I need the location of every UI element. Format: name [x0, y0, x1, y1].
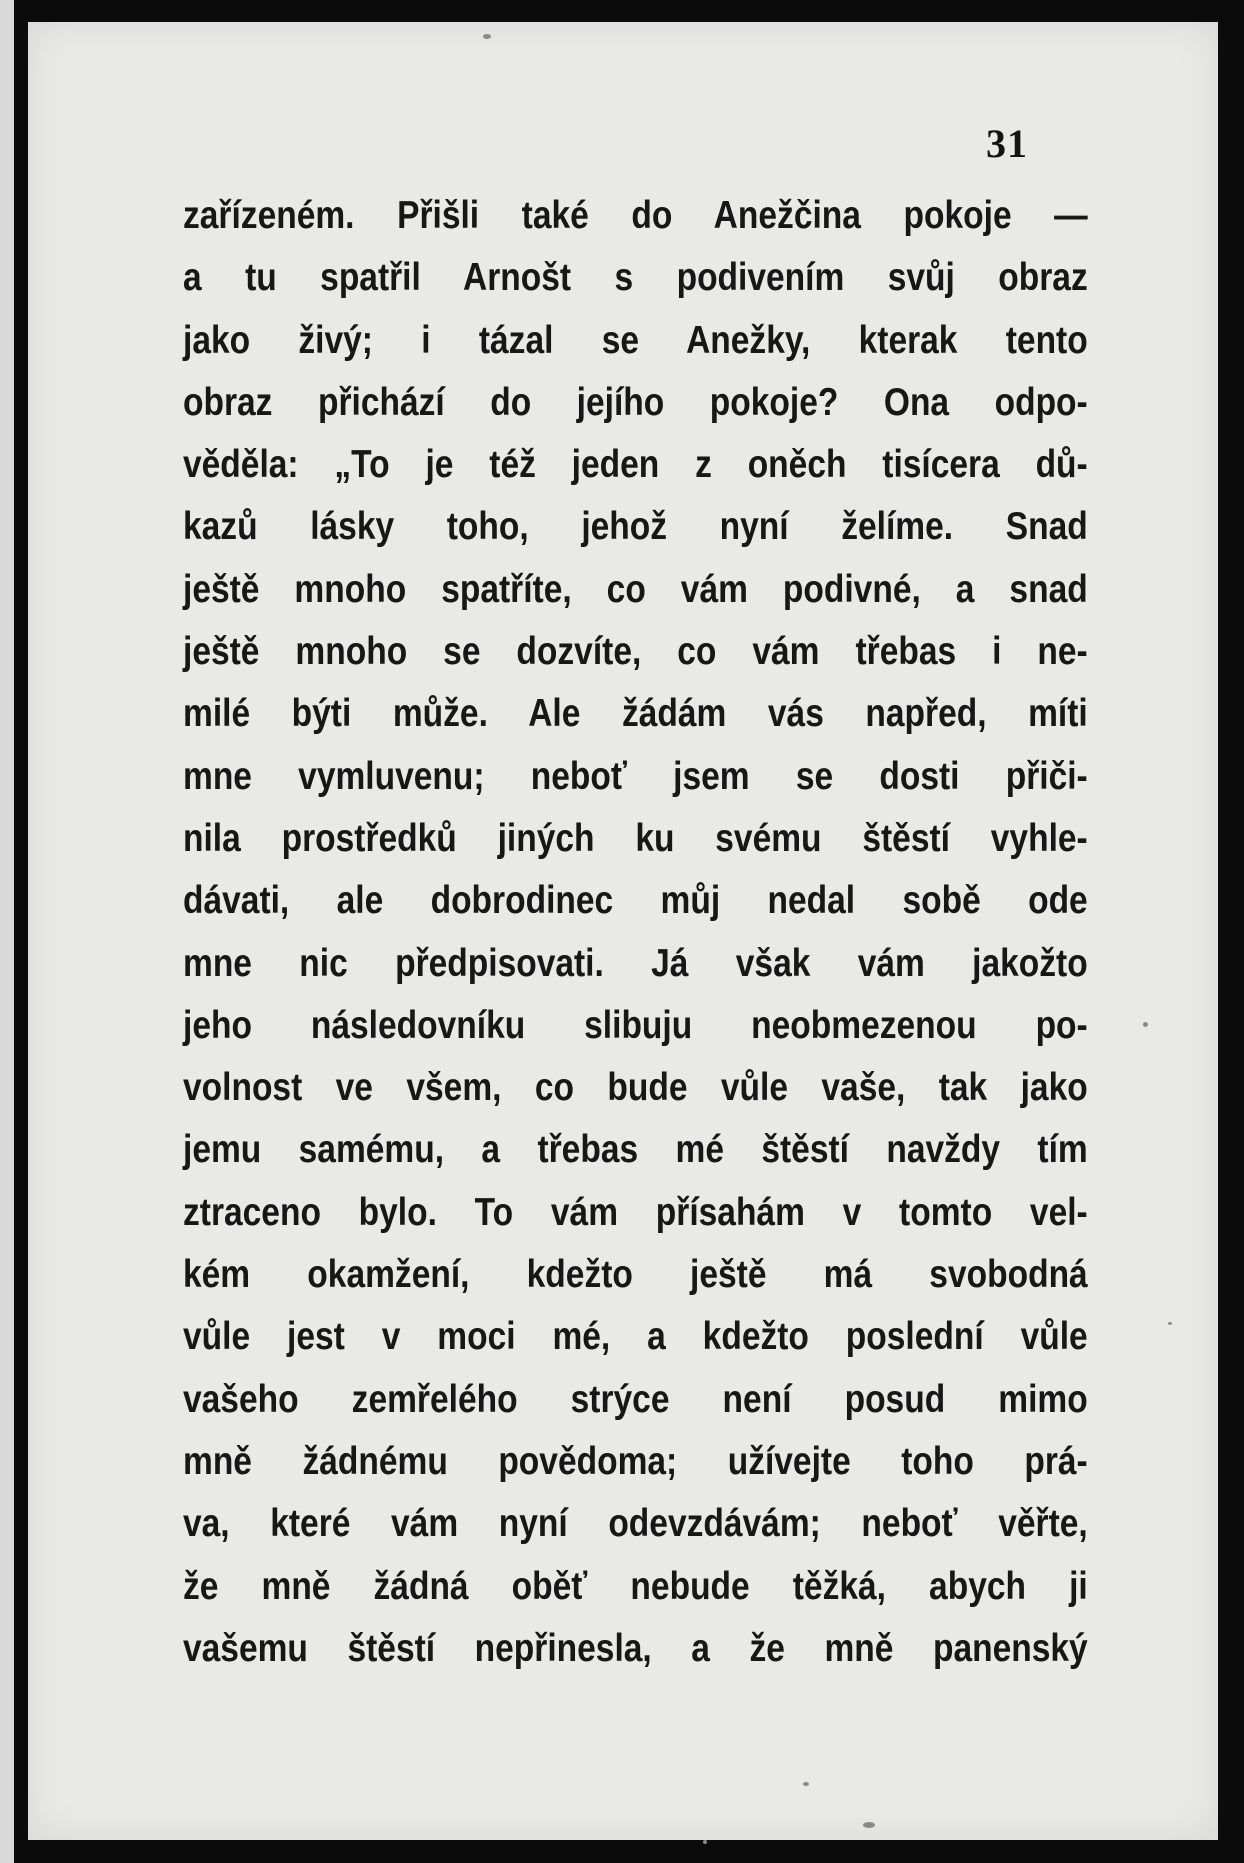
paper-speck [803, 1782, 809, 1786]
text-line: mně žádnému povědoma; užívejte toho prá- [183, 1439, 1088, 1483]
text-line: zařízeném. Přišli také do Anežčina pokoje — [183, 194, 1088, 237]
text-line: vašeho zemřelého strýce není posud mimo [183, 1377, 1088, 1421]
paper-speck [483, 34, 491, 39]
text-line: vašemu štěstí nepřinesla, a že mně panenský [183, 1626, 1088, 1670]
text-line: vůle jest v moci mé, a kdežto poslední vůle [183, 1315, 1088, 1359]
text-line: a tu spatřil Arnošt s podivením svůj obraz [183, 256, 1088, 300]
text-line: volnost ve všem, co bude vůle vaše, tak jako [183, 1066, 1088, 1110]
scan-edge [0, 0, 14, 1863]
paper-speck [863, 1822, 875, 1828]
text-line: nila prostředků jiných ku svému štěstí vyhle- [183, 816, 1088, 860]
body-text [183, 185, 1088, 1680]
text-line: obraz přichází do jejího pokoje? Ona odpo- [183, 380, 1088, 424]
text-line: kém okamžení, kdežto ještě má svobodná [183, 1253, 1088, 1297]
paper-speck [1168, 1322, 1172, 1325]
text-line: že mně žádná oběť nebude těžká, abych ji [183, 1564, 1088, 1608]
text-line: ještě mnoho se dozvíte, co vám třebas i ne- [183, 630, 1088, 674]
text-line: jeho následovníku slibuju neobmezenou po- [183, 1003, 1088, 1047]
paper-sheet [28, 22, 1218, 1840]
text-line: dávati, ale dobrodinec můj nedal sobě ode [183, 879, 1088, 923]
text-line: jemu samému, a třebas mé štěstí navždy tím [183, 1128, 1088, 1172]
text-line: jako živý; i tázal se Anežky, kterak tento [183, 318, 1088, 362]
paper-speck [703, 1840, 707, 1844]
paper-speck [1143, 1022, 1148, 1027]
page-number: 31 [986, 121, 1028, 166]
text-line: kazů lásky toho, jehož nyní želíme. Snad [183, 505, 1088, 549]
text-line: mne nic předpisovati. Já však vám jakožto [183, 941, 1088, 985]
text-line: va, které vám nyní odevzdávám; neboť věřte, [183, 1502, 1088, 1546]
text-line: věděla: „To je též jeden z oněch tisícera dů- [183, 443, 1088, 487]
text-line: milé býti může. Ale žádám vás napřed, míti [183, 692, 1088, 736]
text-line: ještě mnoho spatříte, co vám podivné, a snad [183, 567, 1088, 611]
text-line: ztraceno bylo. To vám přísahám v tomto vel- [183, 1190, 1088, 1234]
text-line: mne vymluvenu; neboť jsem se dosti přiči- [183, 754, 1088, 798]
